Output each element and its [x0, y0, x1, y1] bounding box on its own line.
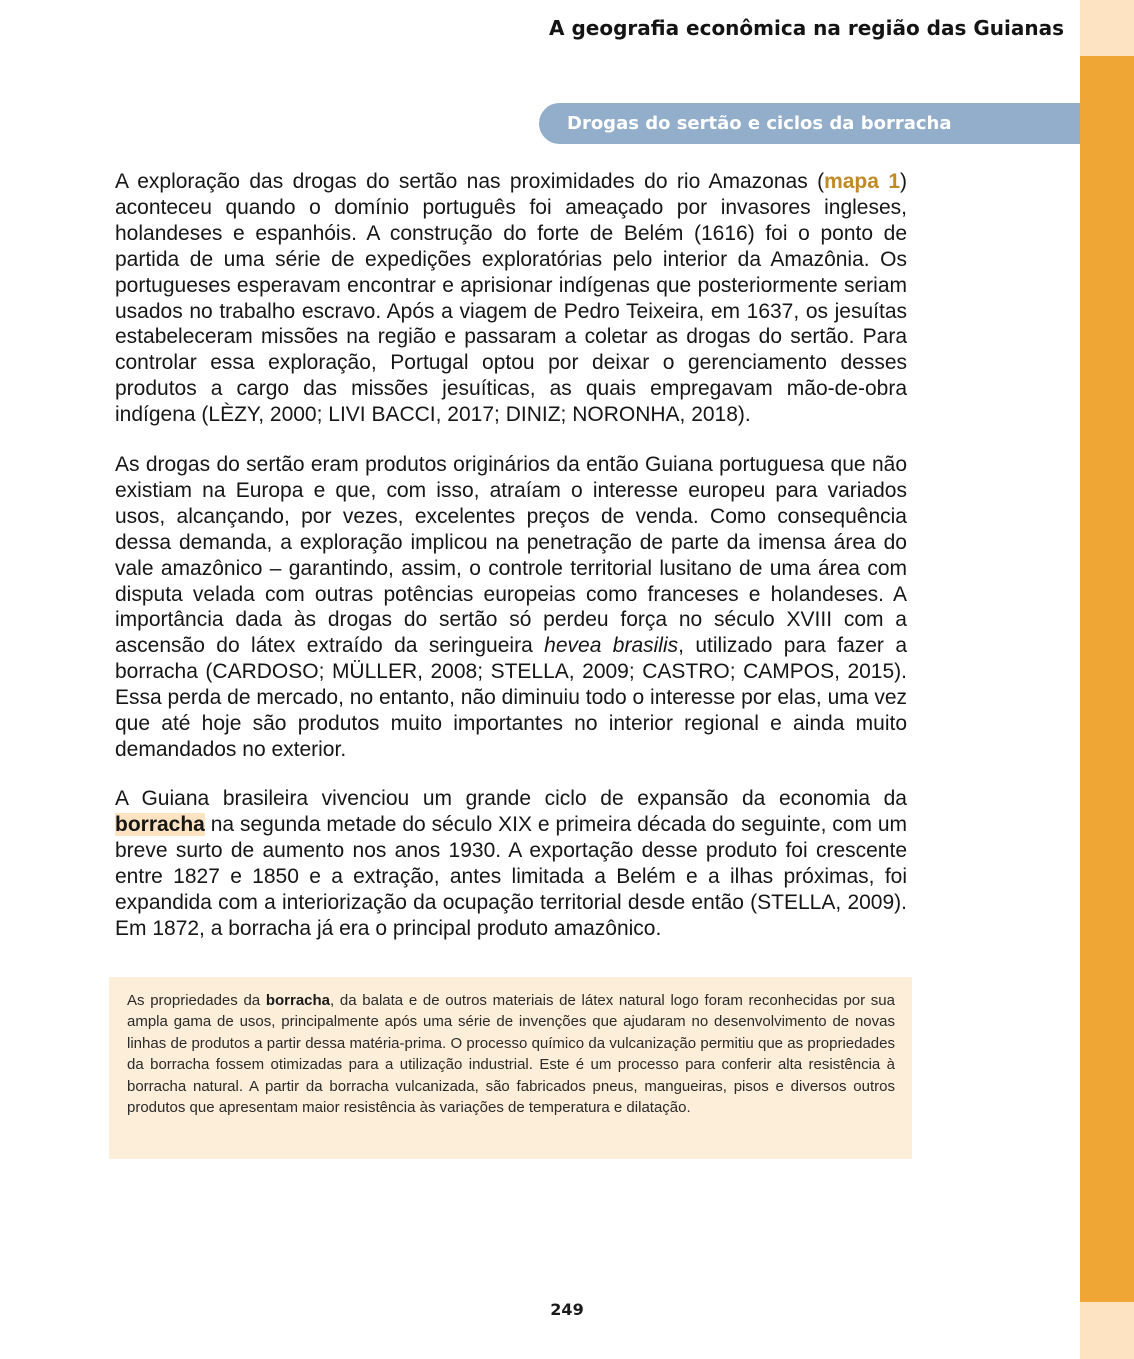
p2-text-end: , utilizado para fazer a borracha (CARDOSO; MÜLLER, 2008; STELLA, 2009; CASTRO; CAMPOS, 2015). Essa perda de mercado, no entanto, não diminuiu todo o interesse por elas, uma vez que até hoje são produtos muito importantes no interior regional e ainda muito demandados no exterior.	[115, 634, 908, 761]
callout-text-end: , da balata e de outros materiais de látex natural logo foram reconhecidas por sua ampla gama de usos, principalmente após uma série de invenções que ajudaram no desenvolvimento de novas linhas de produtos a partir dessa matéria-prima. O processo químico da vulcanização permitiu que as propriedades da borracha fossem otimizadas para a utilização industrial. Este é um processo para conferir alta resistência à borracha natural. A partir da borracha vulcanizada, são fabricados pneus, mangueiras, pisos e diversos outros produtos que apresentam maior resistência às variações de temperatura e dilatação.	[127, 992, 895, 1117]
section-tab	[539, 103, 1080, 144]
p1-text-start: A exploração das drogas do sertão nas proximidades do rio Amazonas (	[115, 170, 825, 193]
map-reference-link[interactable]: mapa 1	[824, 170, 900, 193]
body-paragraph-3	[115, 786, 907, 941]
glossary-callout-box	[109, 977, 912, 1159]
callout-term: borracha	[265, 992, 331, 1009]
p2-text-start: As drogas do sertão eram produtos originários da então Guiana portuguesa que não existiam na Europa e que, com isso, atraíam o interesse europeu para variados usos, alcançando, por vezes, excelentes preços de venda. Como consequência dessa demanda, a exploração implicou na penetração de parte da imensa área do vale amazônico – garantindo, assim, o controle territorial lusitano de uma área com disputa velada com outras potências europeias como franceses e holandeses. A importância dada às drogas do sertão só perdeu força no século XVIII com a ascensão do látex extraído da seringueira	[115, 453, 907, 658]
callout-text	[127, 990, 895, 1118]
page-number: 249	[550, 1300, 584, 1319]
p1-text-end: ) aconteceu quando o domínio português foi ameaçado por invasores ingleses, holandeses e espanhóis. A construção do forte de Belém (1616) foi o ponto de partida de uma série de expedições exploratórias pelo interior da Amazônia. Os portugueses esperavam encontrar e aprisionar indígenas que posteriormente seriam usados no trabalho escravo. Após a viagem de Pedro Teixeira, em 1637, os jesuítas estabeleceram missões na região e passaram a coletar as drogas do sertão. Para controlar essa exploração, Portugal optou por deixar o gerenciamento desses produtos a cargo das missões jesuíticas, as quais empregavam mão-de-obra indígena (LÈZY, 2000; LIVI BACCI, 2017; DINIZ; NORONHA, 2018).	[115, 170, 907, 427]
body-paragraph-1	[115, 169, 907, 428]
side-strip-accent	[1080, 56, 1134, 1302]
species-name: hevea brasilis	[544, 634, 679, 658]
glossary-term-borracha[interactable]: borracha	[115, 812, 205, 836]
running-header: A geografia econômica na região das Guianas	[549, 16, 1064, 40]
p3-text-start: A Guiana brasileira vivenciou um grande ciclo de expansão da economia da	[115, 787, 907, 810]
p3-text-end: na segunda metade do século XIX e primeira década do seguinte, com um breve surto de aumento nos anos 1930. A exportação desse produto foi crescente entre 1827 e 1850 e a extração, antes limitada a Belém e a ilhas próximas, foi expandida com a interiorização da ocupação territorial desde então (STELLA, 2009). Em 1872, a borracha já era o principal produto amazônico.	[115, 812, 907, 940]
side-strip-top	[1080, 0, 1134, 56]
callout-text-start: As propriedades da	[127, 992, 266, 1009]
section-title: Drogas do sertão e ciclos da borracha	[567, 113, 952, 134]
body-paragraph-2	[115, 452, 907, 763]
